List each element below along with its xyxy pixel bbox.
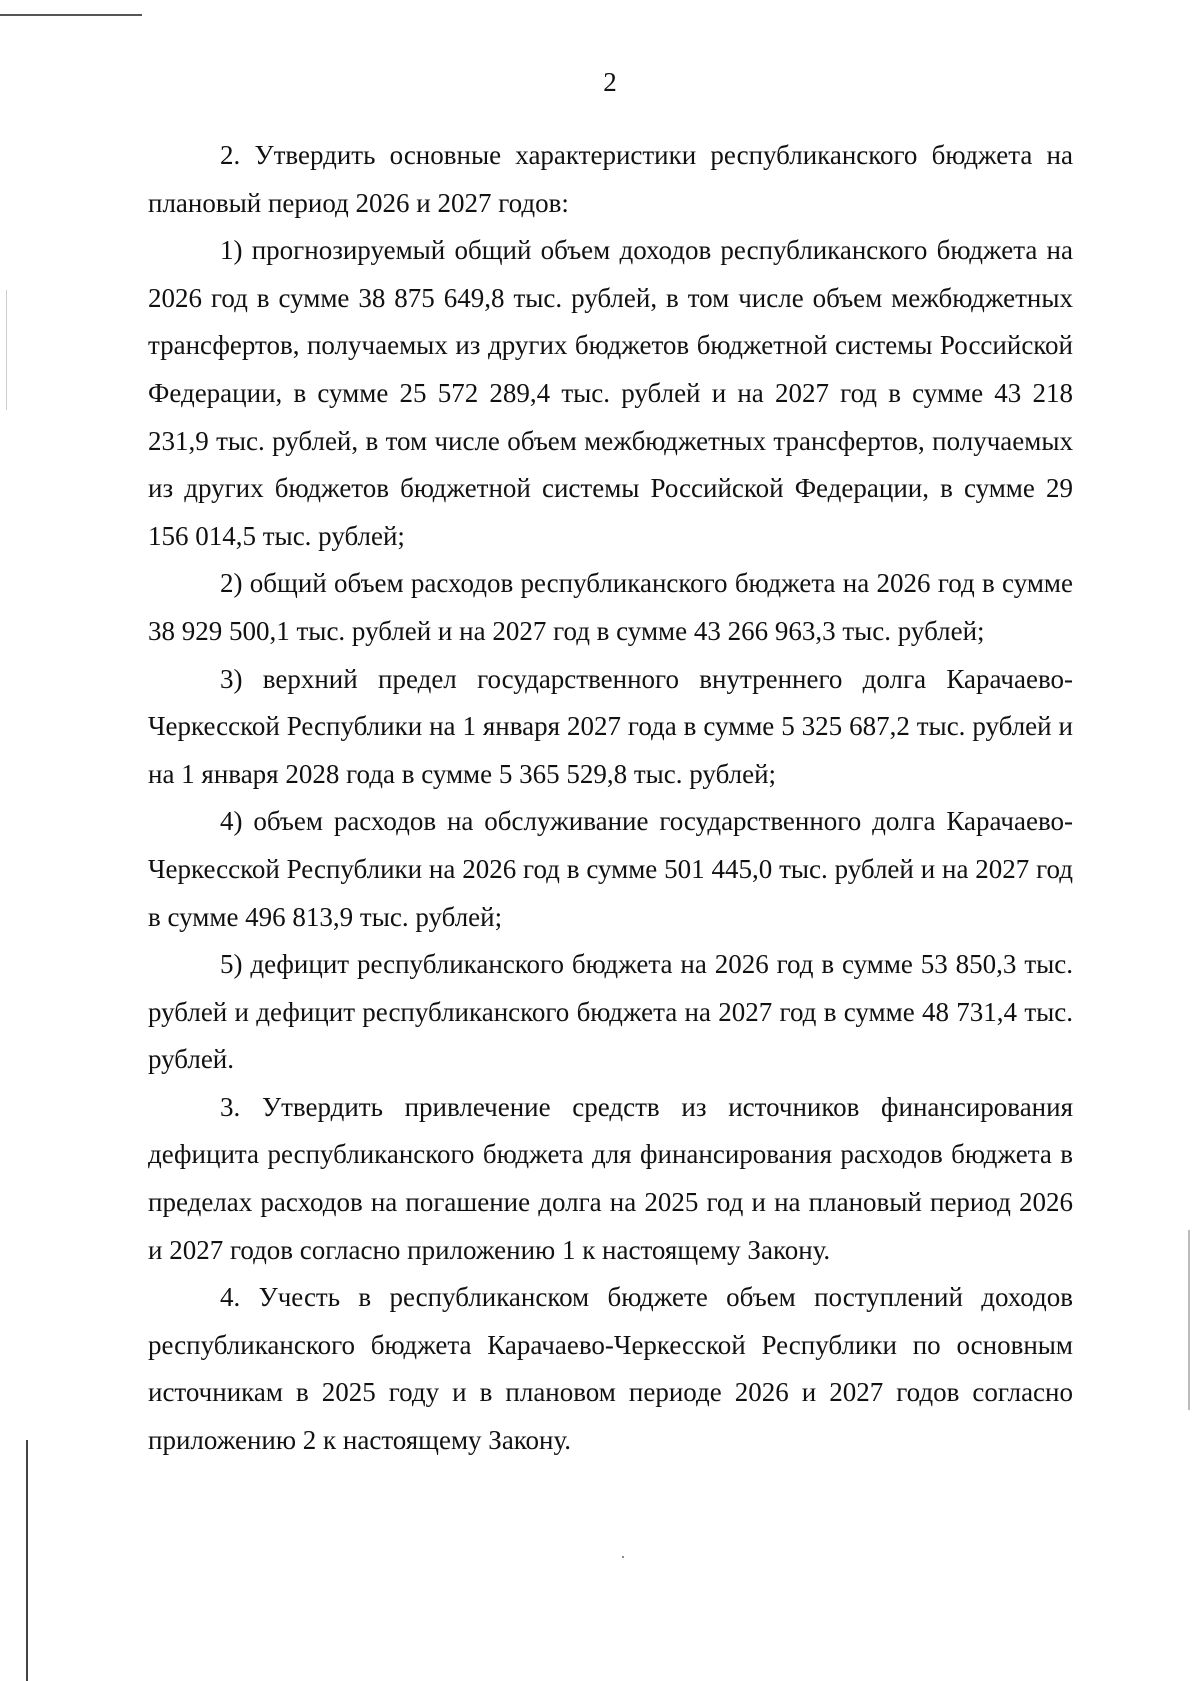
paragraph-subitem-2: 2) общий объем расходов республиканского бюджета на 2026 год в сумме 38 929 500,1 тыс. рублей и на 2027 год в сумме 43 266 963,3 тыс. рублей;: [148, 568, 1073, 646]
paragraph-subitem-1: 1) прогнозируемый общий объем доходов республиканского бюджета на 2026 год в сумме 38 875 649,8 тыс. рублей, в том числе объем межбюджетных трансфертов, получаемых из других бюджетов бюджетной системы Российской Федерации, в сумме 25 572 289,4 тыс. рублей и на 2027 год в сумме 43 218 231,9 тыс. рублей, в том числе объем межбюджетных трансфертов, получаемых из других бюджетов бюджетной системы Российской Федерации, в сумме 29 156 014,5 тыс. рублей;: [148, 235, 1073, 551]
scan-artifact-left-mark: [6, 290, 7, 410]
scan-artifact-right-edge: [1188, 1230, 1190, 1410]
paragraph-item-4: 4. Учесть в республиканском бюджете объем поступлений доходов республиканского бюджета Карачаево-Черкесской Республики по основным источникам в 2025 году и в плановом периоде 2026 и 2027 годов согласно приложению 2 к настоящему Закону.: [148, 1282, 1073, 1456]
paragraph-subitem-5: 5) дефицит республиканского бюджета на 2026 год в сумме 53 850,3 тыс. рублей и дефицит республиканского бюджета на 2027 год в сумме 48 731,4 тыс. рублей.: [148, 949, 1073, 1075]
scan-artifact-top-line: [0, 14, 142, 16]
paragraph-item-2: 2. Утвердить основные характеристики республиканского бюджета на плановый период 2026 и 2027 годов:: [148, 140, 1073, 218]
page-number: 2: [603, 67, 617, 97]
document-body: [148, 132, 1073, 1465]
paragraph-item-3: 3. Утвердить привлечение средств из источников финансирования дефицита республиканского бюджета для финансирования расходов бюджета в пределах расходов на погашение долга на 2025 год и на плановый период 2026 и 2027 годов согласно приложению 1 к настоящему Закону.: [148, 1091, 1073, 1265]
paragraph-subitem-3: 3) верхний предел государственного внутреннего долга Карачаево-Черкесской Республики на 1 января 2027 года в сумме 5 325 687,2 тыс. рублей и на 1 января 2028 года в сумме 5 365 529,8 тыс. рублей;: [148, 663, 1073, 789]
paragraph-subitem-4: 4) объем расходов на обслуживание государственного долга Карачаево-Черкесской Республики на 2026 год в сумме 501 445,0 тыс. рублей и на 2027 год в сумме 496 813,9 тыс. рублей;: [148, 806, 1073, 932]
scan-artifact-speck: [622, 1556, 624, 1558]
scan-artifact-left-edge: [26, 1440, 28, 1681]
